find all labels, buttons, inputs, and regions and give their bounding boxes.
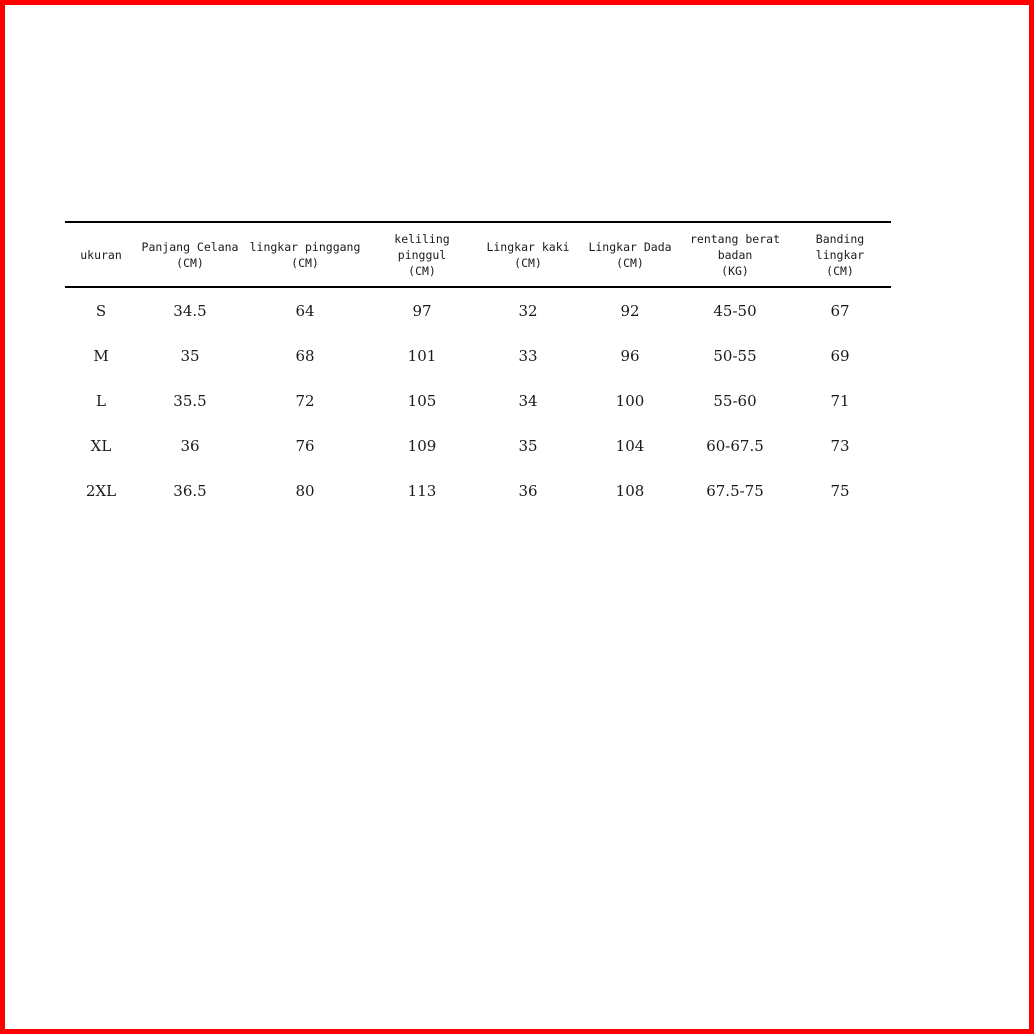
header-lingkar-dada: Lingkar Dada (CM) (588, 239, 672, 270)
cell-size: XL (90, 436, 112, 455)
header-lingkar-pinggang: lingkar pinggang (CM) (249, 239, 361, 270)
table-row (65, 288, 891, 333)
cell-rentang-berat: 67.5-75 (706, 481, 764, 500)
cell-keliling-pinggul: 105 (407, 391, 437, 410)
cell-lingkar-dada: 96 (620, 346, 640, 365)
header-rentang-berat-badan: rentang berat badan (KG) (689, 231, 780, 278)
cell-banding-lingkar: 69 (830, 346, 850, 365)
cell-banding-lingkar: 67 (830, 301, 850, 320)
cell-banding-lingkar: 75 (830, 481, 850, 500)
cell-rentang-berat: 45-50 (713, 301, 757, 320)
cell-lingkar-kaki: 35 (518, 436, 538, 455)
header-keliling-pinggul: keliling pinggul (CM) (394, 231, 450, 278)
cell-panjang-celana: 34.5 (173, 301, 207, 320)
header-ukuran: ukuran (80, 247, 122, 262)
table-row (65, 468, 891, 513)
table-row (65, 333, 891, 378)
size-chart-table (65, 221, 891, 513)
cell-panjang-celana: 36.5 (173, 481, 207, 500)
cell-lingkar-kaki: 32 (518, 301, 538, 320)
cell-lingkar-dada: 108 (615, 481, 645, 500)
cell-banding-lingkar: 71 (830, 391, 850, 410)
cell-lingkar-kaki: 33 (518, 346, 538, 365)
cell-rentang-berat: 55-60 (713, 391, 757, 410)
cell-keliling-pinggul: 101 (407, 346, 437, 365)
cell-lingkar-pinggang: 76 (295, 436, 315, 455)
table-row (65, 423, 891, 468)
cell-keliling-pinggul: 97 (412, 301, 432, 320)
cell-panjang-celana: 35.5 (173, 391, 207, 410)
cell-banding-lingkar: 73 (830, 436, 850, 455)
cell-panjang-celana: 36 (180, 436, 200, 455)
header-lingkar-kaki: Lingkar kaki (CM) (486, 239, 570, 270)
cell-keliling-pinggul: 113 (407, 481, 437, 500)
cell-lingkar-kaki: 34 (518, 391, 538, 410)
cell-lingkar-dada: 104 (615, 436, 645, 455)
cell-lingkar-pinggang: 64 (295, 301, 315, 320)
cell-lingkar-pinggang: 68 (295, 346, 315, 365)
cell-size: M (93, 346, 109, 365)
cell-lingkar-kaki: 36 (518, 481, 538, 500)
cell-size: 2XL (85, 481, 117, 500)
cell-size: S (95, 301, 107, 320)
cell-lingkar-dada: 100 (615, 391, 645, 410)
cell-panjang-celana: 35 (180, 346, 200, 365)
cell-lingkar-dada: 92 (620, 301, 640, 320)
header-panjang-celana: Panjang Celana (CM) (141, 239, 239, 270)
table-header-row (65, 223, 891, 286)
header-banding-lingkar: Banding lingkar (CM) (815, 231, 865, 278)
cell-lingkar-pinggang: 80 (295, 481, 315, 500)
cell-rentang-berat: 50-55 (713, 346, 757, 365)
cell-size: L (96, 391, 106, 410)
cell-rentang-berat: 60-67.5 (706, 436, 764, 455)
table-body (65, 288, 891, 513)
cell-keliling-pinggul: 109 (407, 436, 437, 455)
cell-lingkar-pinggang: 72 (295, 391, 315, 410)
table-row (65, 378, 891, 423)
